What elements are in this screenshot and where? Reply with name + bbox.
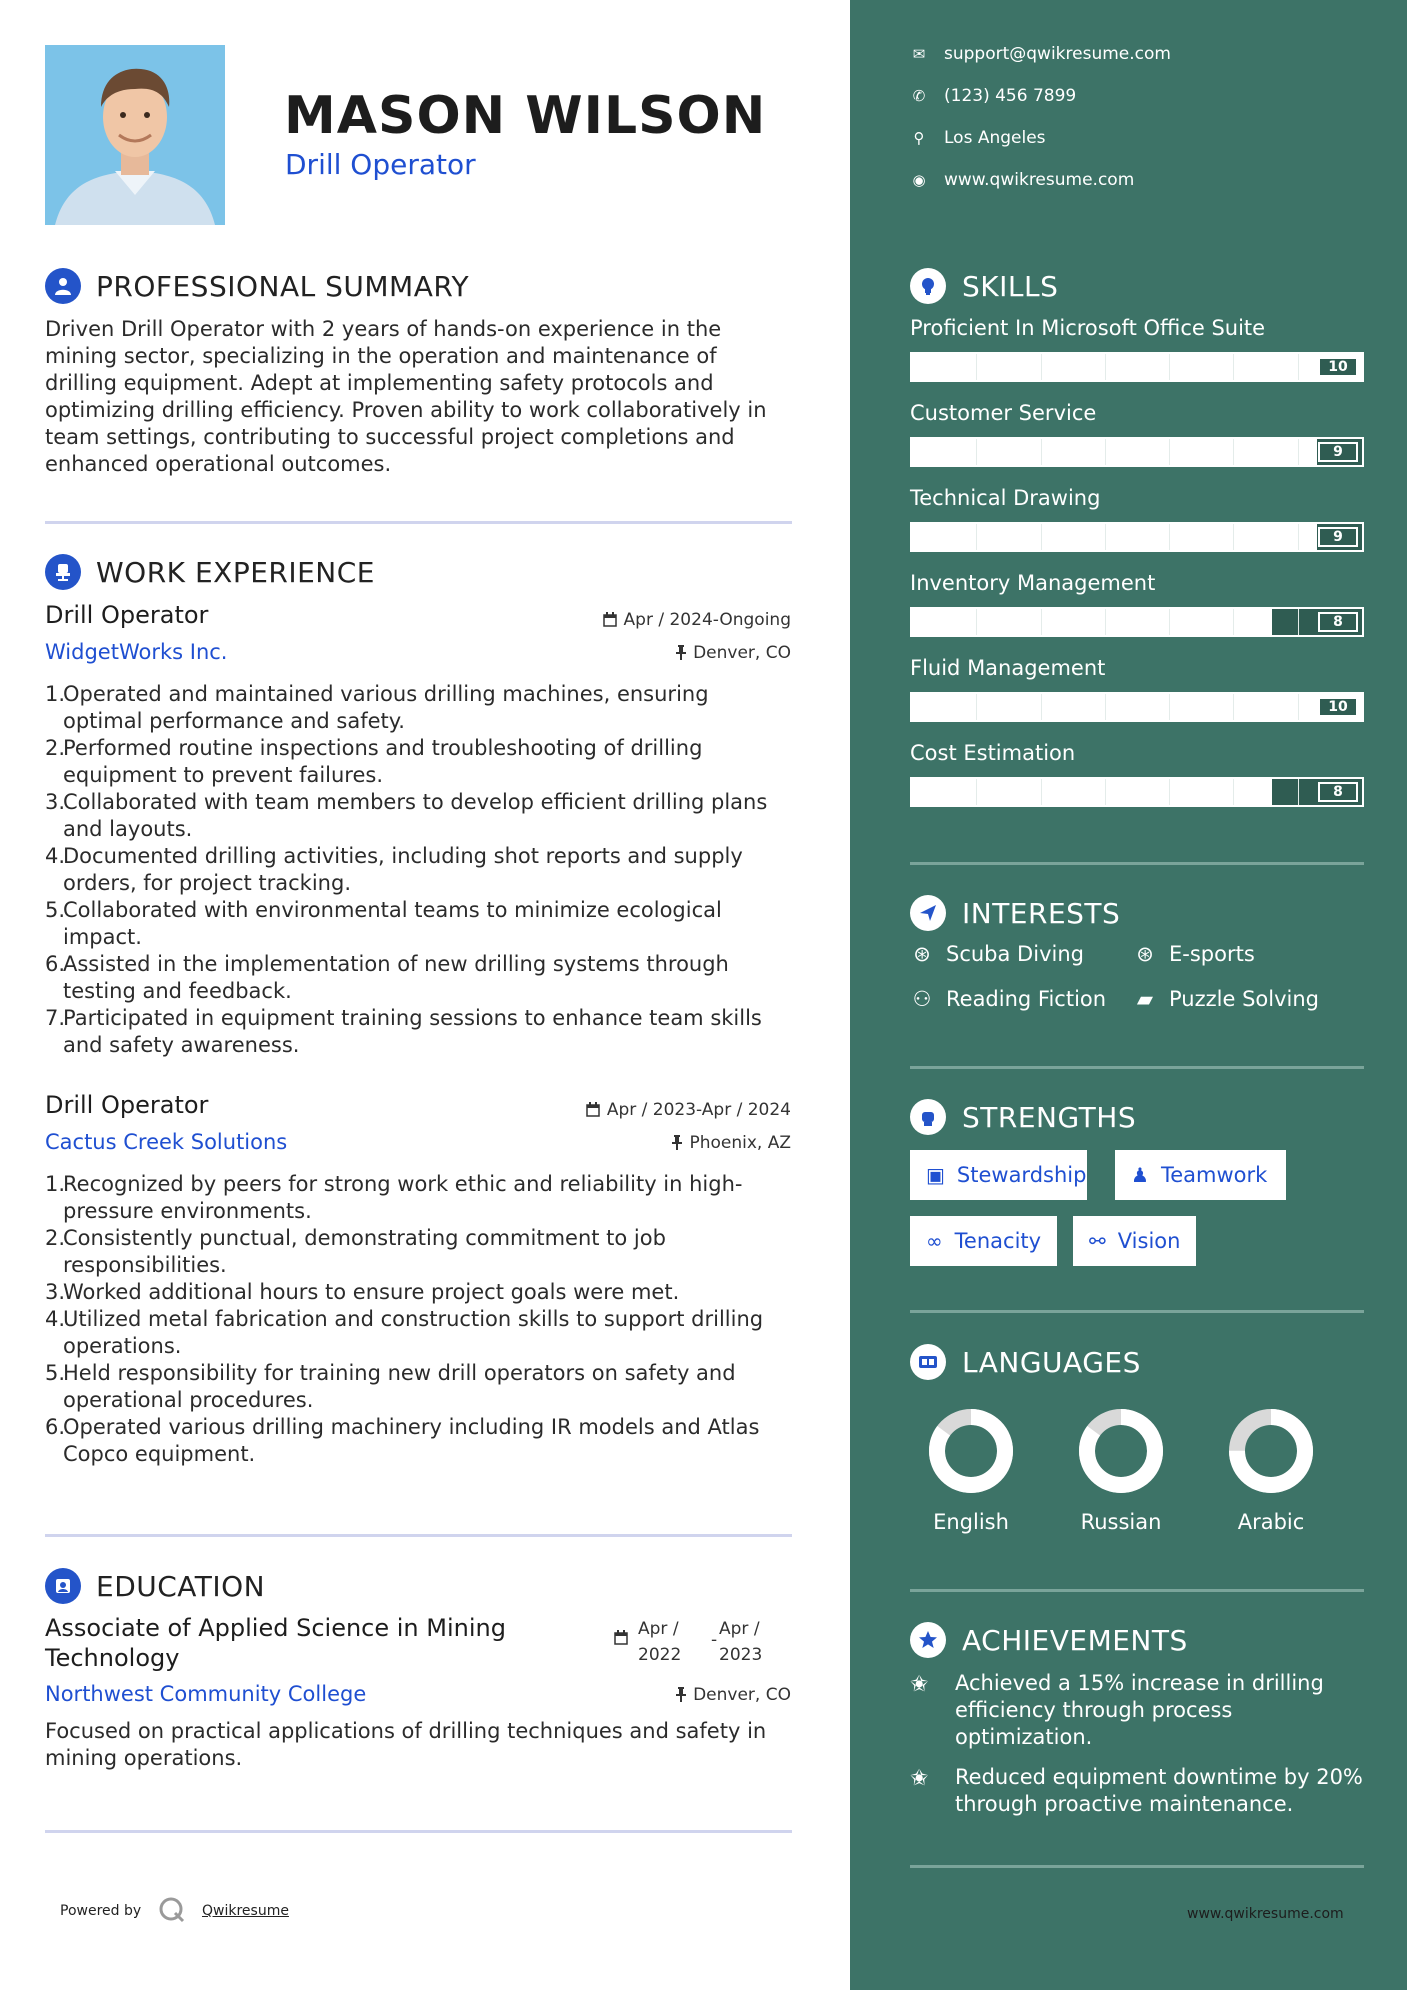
skill-bar [910, 352, 1364, 382]
skill-bar-segment [1169, 524, 1170, 550]
job-dates-text: Apr / 2023-Apr / 2024 [606, 1100, 791, 1120]
interest-label: Scuba Diving [946, 942, 1084, 966]
company-name: WidgetWorks Inc. [45, 640, 228, 664]
candidate-name: MASON WILSON [284, 86, 767, 146]
phone-icon: ✆ [912, 87, 926, 105]
skill-bar-segment [1298, 439, 1299, 465]
skill-bar-segment [1233, 524, 1234, 550]
skill-bar-segment [1041, 609, 1042, 635]
book-icon: ▰ [1136, 987, 1154, 1011]
shooting-star-icon: ✬ [910, 1766, 929, 1791]
skill-bar-segment [1041, 439, 1042, 465]
contact-location-text: Los Angeles [944, 128, 1046, 148]
interest-label: Puzzle Solving [1169, 987, 1319, 1011]
interest-item [910, 987, 1106, 1011]
education-start-year: 2022 [638, 1645, 682, 1665]
job-location [672, 1133, 791, 1155]
skill-name: Technical Drawing [910, 486, 1101, 510]
calendar-icon [586, 1102, 600, 1122]
skill-bar-segment [1105, 439, 1106, 465]
briefcase-chair-icon [45, 554, 81, 590]
language-name: English [933, 1510, 1009, 1534]
skill-bar [910, 692, 1364, 722]
skill-bar-segment [1105, 779, 1106, 805]
paper-plane-icon [910, 895, 946, 931]
skill-bar-segment [976, 354, 977, 380]
job-location-text: Denver, CO [693, 643, 791, 663]
strength-label: Vision [1117, 1229, 1181, 1253]
contact-email[interactable] [910, 44, 1171, 64]
skills-title: SKILLS [962, 270, 1059, 303]
skill-name: Cost Estimation [910, 741, 1076, 765]
pin-icon [672, 1135, 682, 1155]
skill-level: 9 [1318, 527, 1358, 547]
education-start [638, 1616, 681, 1668]
pin-icon [676, 645, 686, 665]
list-item: Consistently punctual, demonstrating commitment to job responsibilities. [63, 1226, 666, 1277]
section-divider [910, 1310, 1364, 1313]
job-title: Drill Operator [45, 601, 209, 629]
education-end-year: 2023 [719, 1645, 763, 1665]
job-title: Drill Operator [45, 1091, 209, 1119]
calendar-icon [614, 1630, 628, 1650]
skill-bar-segment [1298, 694, 1299, 720]
section-divider [910, 1865, 1364, 1868]
lifebuoy-icon: ⊛ [1136, 942, 1154, 966]
skill-name: Proficient In Microsoft Office Suite [910, 316, 1266, 340]
degree-title: Associate of Applied Science in Mining Technology [45, 1614, 506, 1672]
skill-bar-segment [1105, 354, 1106, 380]
skill-name: Inventory Management [910, 571, 1156, 595]
skill-bar-segment [976, 439, 977, 465]
skill-level: 10 [1318, 357, 1358, 377]
users-icon: ♟ [1131, 1163, 1149, 1187]
skill-level: 8 [1318, 782, 1358, 802]
skill-bar-segment [1169, 694, 1170, 720]
summary-title: PROFESSIONAL SUMMARY [96, 270, 470, 303]
list-item: Recognized by peers for strong work ethic and reliability in high-pressure environments. [63, 1172, 743, 1223]
skill-bar-fill [912, 354, 1362, 380]
translate-icon [910, 1344, 946, 1380]
achievement-item: Reduced equipment downtime by 20% through proactive maintenance. [955, 1765, 1363, 1816]
envelope-icon: ✉ [912, 45, 926, 63]
job-dates [603, 610, 791, 632]
shooting-star-icon: ✬ [910, 1672, 929, 1697]
skill-bar [910, 607, 1364, 637]
skill-bar-fill [912, 439, 1317, 465]
skill-bar-segment [976, 609, 977, 635]
globe-icon: ◉ [912, 171, 926, 189]
list-item: Participated in equipment training sessions to enhance team skills and safety awareness. [63, 1006, 762, 1057]
language-donut [1226, 1406, 1316, 1500]
strength-chip [910, 1150, 1087, 1200]
toolbox-icon: ▣ [926, 1163, 945, 1187]
skill-bar-segment [1233, 439, 1234, 465]
interest-label: Reading Fiction [946, 987, 1107, 1011]
contact-website-text: www.qwikresume.com [944, 170, 1135, 190]
list-item: Collaborated with team members to develop efficient drilling plans and layouts. [63, 790, 768, 841]
calendar-icon [603, 612, 617, 632]
strengths-title: STRENGTHS [962, 1101, 1137, 1134]
strength-label: Tenacity [954, 1229, 1042, 1253]
skill-bar-segment [1298, 609, 1299, 635]
strength-chip [1115, 1150, 1286, 1200]
list-item: Worked additional hours to ensure project goals were met. [63, 1280, 680, 1304]
language-donut [926, 1406, 1016, 1500]
list-item: Held responsibility for training new drill operators on safety and operational procedures. [63, 1361, 736, 1412]
binoculars-icon: ⚯ [1089, 1229, 1106, 1253]
profile-photo [45, 45, 225, 225]
skill-name: Customer Service [910, 401, 1097, 425]
section-divider [45, 521, 792, 524]
summary-text: Driven Drill Operator with 2 years of hands-on experience in the mining sector, specializing in the operation and maintenance of drilling equipment. Adept at implementing safety protocols and optimizing drilling efficiency. Proven ability to work collaboratively in team settings, contributing to successful project completions and enhanced operational outcomes. [45, 317, 767, 476]
date-separator: - [711, 1630, 718, 1650]
language-name: Arabic [1237, 1510, 1305, 1534]
skill-bar-segment [1041, 524, 1042, 550]
interest-item [1133, 987, 1319, 1011]
skill-bar [910, 777, 1364, 807]
list-item: Utilized metal fabrication and construction skills to support drilling operations. [63, 1307, 764, 1358]
interest-item [910, 942, 1084, 966]
list-item: Operated various drilling machinery including IR models and Atlas Copco equipment. [63, 1415, 760, 1466]
link-icon: ∞ [926, 1229, 943, 1253]
list-item: Collaborated with environmental teams to minimize ecological impact. [63, 898, 722, 949]
map-pin-icon: ⚲ [913, 129, 925, 147]
skill-name: Fluid Management [910, 656, 1106, 680]
skill-bar-segment [1105, 609, 1106, 635]
interest-item [1133, 942, 1255, 966]
section-divider [45, 1534, 792, 1537]
strength-chip [1073, 1216, 1196, 1266]
contact-location [910, 128, 1046, 148]
contact-website[interactable] [910, 170, 1134, 190]
lifebuoy-icon: ⊛ [913, 942, 931, 966]
job-dates [586, 1100, 791, 1122]
strength-label: Stewardship [956, 1163, 1087, 1187]
skill-bar-fill [912, 694, 1362, 720]
skill-bar-segment [1105, 524, 1106, 550]
education-end [719, 1616, 762, 1668]
skill-bar-segment [1298, 354, 1299, 380]
gamepad-icon: ⚇ [912, 987, 932, 1011]
skill-bar-segment [1233, 694, 1234, 720]
job-location-text: Phoenix, AZ [689, 1133, 791, 1153]
contact-email-text: support@qwikresume.com [944, 44, 1171, 64]
qwikresume-link[interactable]: Qwikresume [202, 1903, 289, 1919]
user-icon [45, 268, 81, 304]
qwikresume-logo [158, 1896, 186, 1924]
section-divider [910, 1066, 1364, 1069]
contact-phone[interactable] [910, 86, 1076, 106]
section-divider [910, 862, 1364, 865]
skill-bar-segment [1298, 524, 1299, 550]
powered-by-label: Powered by [60, 1903, 142, 1919]
skill-bar-segment [1233, 779, 1234, 805]
skill-bar [910, 437, 1364, 467]
achievement-item: Achieved a 15% increase in drilling efficiency through process optimization. [955, 1671, 1324, 1749]
list-item: Documented drilling activities, including shot reports and supply orders, for project tracking. [63, 844, 743, 895]
experience-title: WORK EXPERIENCE [96, 556, 375, 589]
company-name: Cactus Creek Solutions [45, 1130, 288, 1154]
strength-chip [910, 1216, 1057, 1266]
skill-level: 8 [1318, 612, 1358, 632]
job-dates-text: Apr / 2024-Ongoing [623, 610, 791, 630]
contact-phone-text: (123) 456 7899 [944, 86, 1077, 106]
fist-icon [910, 1099, 946, 1135]
language-name: Russian [1080, 1510, 1162, 1534]
graduation-icon [45, 1568, 81, 1604]
skill-bar-segment [976, 694, 977, 720]
section-divider [45, 1830, 792, 1833]
interest-label: E-sports [1169, 942, 1255, 966]
skill-bar-segment [976, 524, 977, 550]
skill-bar-segment [1105, 694, 1106, 720]
skill-bar [910, 522, 1364, 552]
languages-title: LANGUAGES [962, 1346, 1141, 1379]
list-item: Operated and maintained various drilling machines, ensuring optimal performance and safety. [63, 682, 709, 733]
strength-label: Teamwork [1160, 1163, 1268, 1187]
job-responsibilities [45, 1171, 785, 1468]
skill-bar-segment [1169, 354, 1170, 380]
skill-bar-segment [976, 779, 977, 805]
list-item: Assisted in the implementation of new drilling systems through testing and feedback. [63, 952, 729, 1003]
section-divider [910, 1589, 1364, 1592]
skill-bar-fill [912, 779, 1272, 805]
pin-icon [676, 1687, 686, 1707]
star-badge-icon [910, 1622, 946, 1658]
skill-bar-fill [912, 609, 1272, 635]
lightbulb-icon [910, 268, 946, 304]
skill-bar-segment [1041, 779, 1042, 805]
interests-title: INTERESTS [962, 897, 1121, 930]
education-start-month: Apr / [638, 1619, 679, 1639]
skill-bar-segment [1169, 609, 1170, 635]
skill-bar-segment [1041, 354, 1042, 380]
skill-bar-segment [1169, 439, 1170, 465]
skill-level: 9 [1318, 442, 1358, 462]
education-text: Focused on practical applications of drilling techniques and safety in mining operations. [45, 1719, 767, 1770]
candidate-role: Drill Operator [285, 148, 476, 181]
job-responsibilities [45, 681, 785, 1059]
skill-bar-segment [1233, 354, 1234, 380]
footer-website[interactable]: www.qwikresume.com [1187, 1906, 1344, 1922]
education-end-month: Apr / [719, 1619, 760, 1639]
education-title: EDUCATION [96, 1570, 266, 1603]
skill-level: 10 [1318, 697, 1358, 717]
language-donut [1076, 1406, 1166, 1500]
skill-bar-segment [1041, 694, 1042, 720]
list-item: Performed routine inspections and troubleshooting of drilling equipment to prevent failures. [63, 736, 703, 787]
education-location [676, 1685, 791, 1707]
skill-bar-segment [1169, 779, 1170, 805]
skill-bar-fill [912, 524, 1317, 550]
skill-bar-segment [1233, 609, 1234, 635]
skill-bar-segment [1298, 779, 1299, 805]
job-location [676, 643, 791, 665]
achievements-title: ACHIEVEMENTS [962, 1624, 1188, 1657]
school-name: Northwest Community College [45, 1682, 367, 1706]
education-location-text: Denver, CO [693, 1685, 791, 1705]
